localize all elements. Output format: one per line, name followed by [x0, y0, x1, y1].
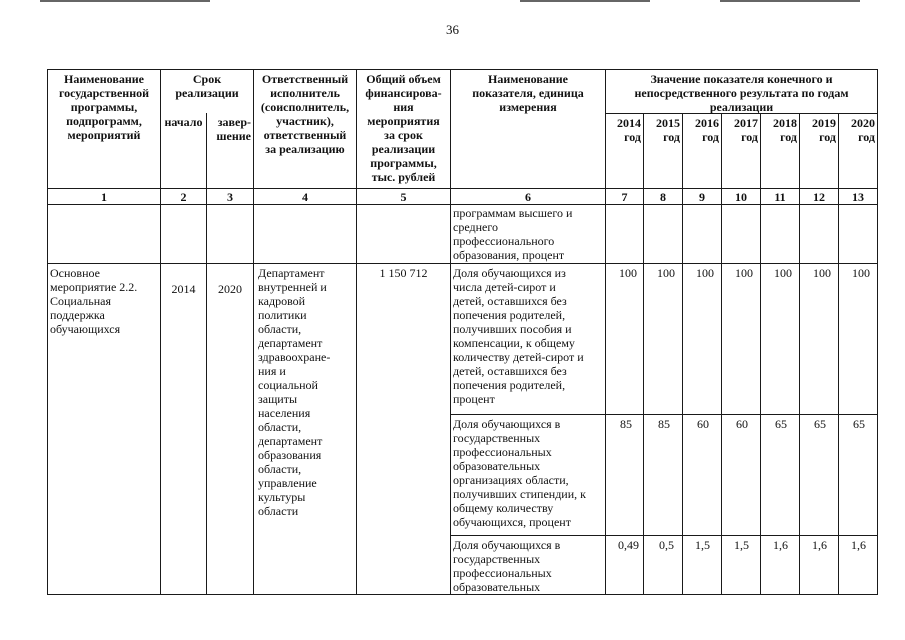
- col-number: 2: [180, 190, 187, 204]
- value-cell: 100: [852, 266, 870, 280]
- indicator-text: Доля обучающихся в государственных профессиональных образовательных организациях области, получивших стипендии, к общему количеству обучающихся, процент: [453, 417, 586, 529]
- col-number: 8: [660, 190, 666, 204]
- financing-volume: 1 150 712: [379, 266, 428, 280]
- value-cell: 1,6: [812, 538, 827, 552]
- col-number: 13: [852, 190, 864, 204]
- indicator-text: Доля обучающихся в государственных профессиональных образовательных: [453, 538, 561, 594]
- col-number: 5: [400, 190, 407, 204]
- header-period: Срок реализации: [175, 72, 239, 100]
- col-number: 1: [101, 190, 107, 204]
- indicator-text: Доля обучающихся из числа детей-сирот и детей, оставшихся без попечения родителей, получивших пособия и компенсации, к общему количеству детей-сирот и детей, оставшихся без попечения родителей, процент: [453, 266, 584, 406]
- start-year: 2014: [171, 282, 196, 296]
- header-name: Наименование государственной программы, подпрограмм, мероприятий: [58, 72, 150, 142]
- col-number: 10: [735, 190, 747, 204]
- col-number: 4: [302, 190, 308, 204]
- header-values-title: Значение показателя конечного и непосредственного результата по годам реализации: [634, 72, 849, 114]
- col-number: 11: [774, 190, 786, 204]
- value-cell: 60: [697, 417, 709, 431]
- year-2017: 2017 год: [734, 116, 758, 144]
- year-2016: 2016 год: [695, 116, 719, 144]
- header-indicator: Наименование показателя, единица измерения: [472, 72, 584, 114]
- value-cell: 100: [774, 266, 792, 280]
- value-cell: 0,5: [659, 538, 674, 552]
- header-end: завер- шение: [216, 115, 251, 143]
- col-number: 3: [227, 190, 233, 204]
- value-cell: 100: [696, 266, 714, 280]
- year-2015: 2015 год: [656, 116, 680, 144]
- header-responsible: Ответственный исполнитель (соисполнитель, участник), ответственный за реализацию: [260, 72, 350, 156]
- scan-artifact: [720, 0, 860, 2]
- responsible-executor: Департамент внутренней и кадровой политики области, департамент здравоохране- ния и социальной защиты населения области, департамент образования области, управление культуры области: [258, 266, 331, 518]
- value-cell: 60: [736, 417, 748, 431]
- value-cell: 0,49: [618, 538, 639, 552]
- value-cell: 85: [620, 417, 632, 431]
- end-year: 2020: [218, 282, 242, 296]
- col-number: 9: [699, 190, 705, 204]
- year-2018: 2018 год: [773, 116, 797, 144]
- value-cell: 65: [775, 417, 787, 431]
- scan-artifact: [520, 0, 650, 2]
- year-2019: 2019 год: [812, 116, 836, 144]
- value-cell: 100: [619, 266, 637, 280]
- value-cell: 100: [813, 266, 831, 280]
- value-cell: 1,5: [734, 538, 749, 552]
- value-cell: 65: [814, 417, 826, 431]
- value-cell: 1,6: [773, 538, 788, 552]
- header-volume: Общий объем финансирова- ния мероприятия за срок реализации программы, тыс. рублей: [365, 72, 442, 184]
- value-cell: 1,5: [695, 538, 710, 552]
- value-cell: 1,6: [851, 538, 866, 552]
- value-cell: 65: [853, 417, 865, 431]
- value-cell: 100: [657, 266, 675, 280]
- measure-name: Основное мероприятие 2.2. Социальная поддержка обучающихся: [50, 266, 138, 336]
- scan-artifact: [40, 0, 210, 2]
- page-number: 36: [446, 22, 459, 37]
- value-cell: 100: [735, 266, 753, 280]
- value-cell: 85: [658, 417, 670, 431]
- year-2020: 2020 год: [851, 116, 875, 144]
- indicator-continued: программам высшего и среднего профессионального образования, процент: [453, 206, 573, 262]
- year-2014: 2014 год: [617, 116, 641, 144]
- col-number: 7: [621, 190, 628, 204]
- col-number: 6: [525, 190, 531, 204]
- header-start: начало: [164, 115, 203, 129]
- col-number: 12: [813, 190, 825, 204]
